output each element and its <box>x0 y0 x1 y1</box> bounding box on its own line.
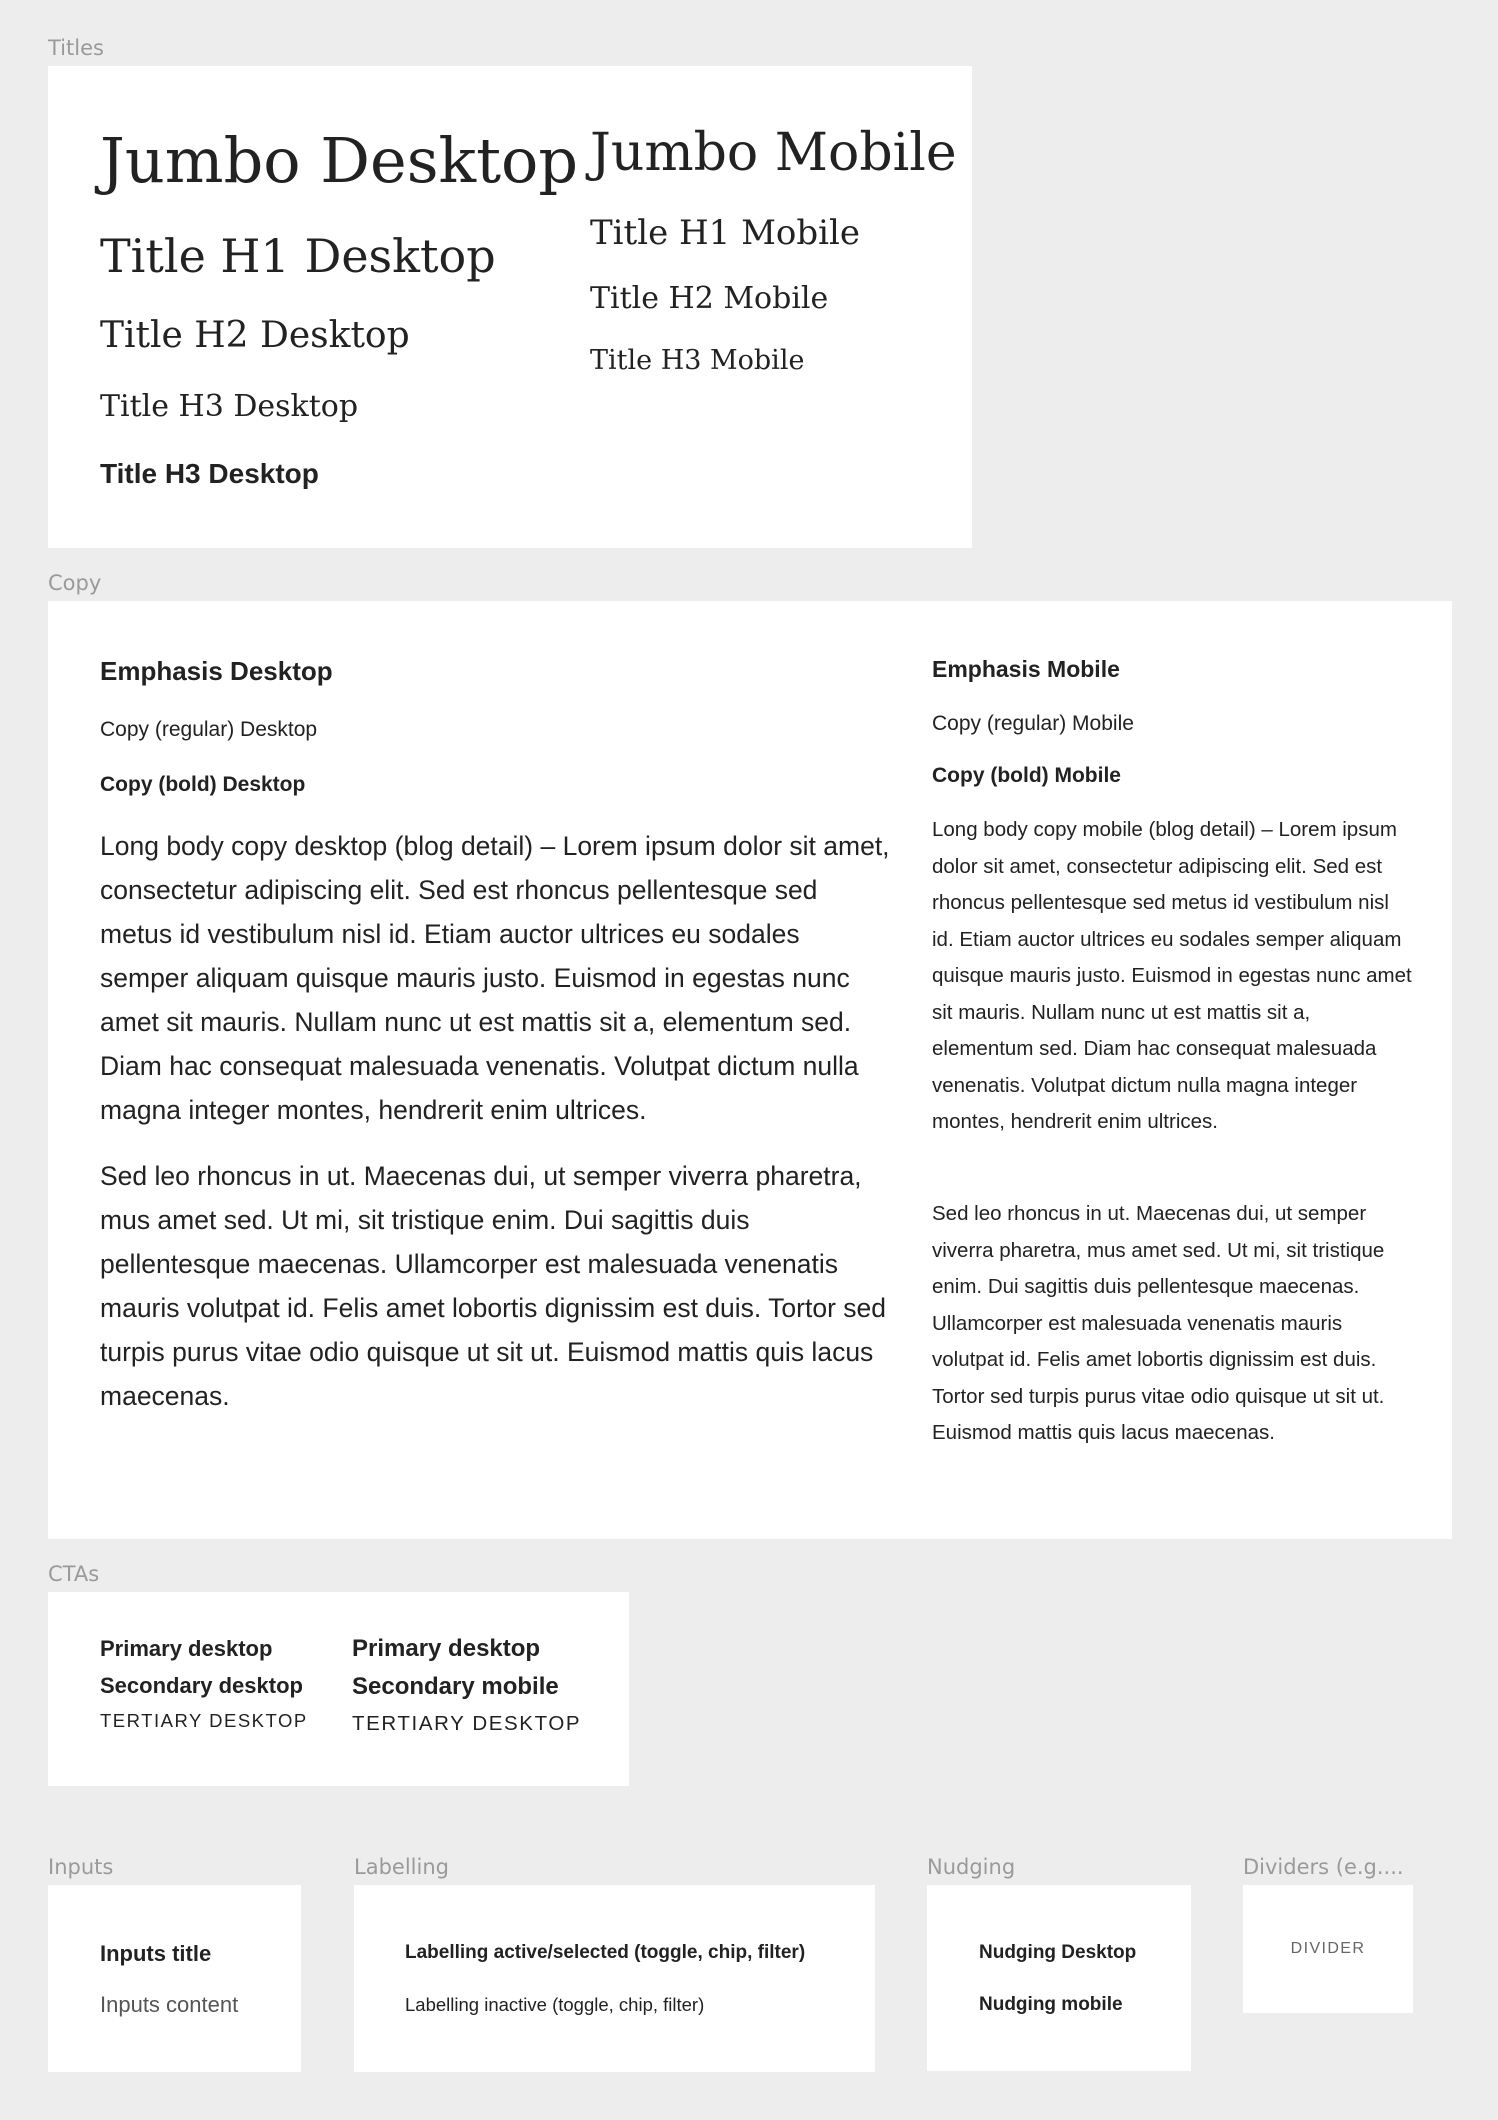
nudging-desktop: Nudging Desktop <box>979 1942 1137 1963</box>
section-label-copy: Copy <box>48 571 102 595</box>
nudging-card <box>927 1885 1191 2071</box>
section-label-dividers: Dividers (e.g.... <box>1243 1855 1404 1879</box>
inputs-card <box>48 1885 301 2072</box>
title-h1-desktop: Title H1 Desktop <box>100 229 496 283</box>
section-label-ctas: CTAs <box>48 1562 100 1586</box>
long-body-copy-desktop-p1: Long body copy desktop (blog detail) – Lorem ipsum dolor sit amet, consectetur adipiscing elit. Sed est rhoncus pellentesque sed metus id vestibulum nisl id. Etiam auctor ultrices eu sodales semper aliquam quisque mauris justo. Euismod in egestas nunc amet sit mauris. Nullam nunc ut est mattis sit a, elementum sed. Diam hac consequat malesuada venenatis. Volutpat dictum nulla magna integer montes, hendrerit enim ultrices. <box>100 831 890 1125</box>
title-h2-desktop: Title H2 Desktop <box>100 315 410 356</box>
cta-primary-mobile: Primary desktop <box>352 1635 541 1662</box>
copy-bold-mobile: Copy (bold) Mobile <box>932 764 1121 787</box>
inputs-title: Inputs title <box>100 1941 212 1966</box>
title-h3-desktop: Title H3 Desktop <box>100 389 359 424</box>
title-h1-mobile: Title H1 Mobile <box>590 213 861 253</box>
nudging-mobile: Nudging mobile <box>979 1994 1123 2015</box>
long-body-copy-mobile-p1: Long body copy mobile (blog detail) – Lorem ipsum dolor sit amet, consectetur adipiscing elit. Sed est rhoncus pellentesque sed metus id vestibulum nisl id. Etiam auctor ultrices eu sodales semper aliquam quisque mauris justo. Euismod in egestas nunc amet sit mauris. Nullam nunc ut est mattis sit a, elementum sed. Diam hac consequat malesuada venenatis. Volutpat dictum nulla magna integer montes, hendrerit enim ultrices. <box>932 818 1412 1133</box>
emphasis-desktop: Emphasis Desktop <box>100 656 333 686</box>
cta-tertiary-desktop: TERTIARY DESKTOP <box>100 1710 308 1731</box>
section-label-titles: Titles <box>48 36 104 60</box>
long-body-copy-desktop-p2: Sed leo rhoncus in ut. Maecenas dui, ut semper viverra pharetra, mus amet sed. Ut mi, sit tristique enim. Dui sagittis duis pellentesque maecenas. Ullamcorper est malesuada venenatis mauris volutpat id. Felis amet lobortis dignissim est duis. Tortor sed turpis purus vitae odio quisque ut sit ut. Euismod mattis quis lacus maecenas. <box>100 1161 886 1411</box>
copy-card <box>48 601 1452 1539</box>
section-label-inputs: Inputs <box>48 1855 114 1879</box>
titles-card <box>48 66 972 548</box>
ctas-card <box>48 1592 629 1786</box>
divider-label: DIVIDER <box>1290 1940 1366 1957</box>
title-h3-desktop-sans: Title H3 Desktop <box>100 458 319 489</box>
copy-regular-desktop: Copy (regular) Desktop <box>100 718 318 741</box>
jumbo-mobile-title: Jumbo Mobile <box>590 123 957 183</box>
jumbo-desktop-title: Jumbo Desktop <box>100 124 579 197</box>
title-h3-mobile: Title H3 Mobile <box>590 345 805 376</box>
title-h2-mobile: Title H2 Mobile <box>590 281 829 316</box>
cta-primary-desktop: Primary desktop <box>100 1636 273 1661</box>
cta-tertiary-mobile: TERTIARY DESKTOP <box>352 1712 582 1735</box>
section-label-nudging: Nudging <box>927 1855 1016 1879</box>
long-body-copy-mobile-p2: Sed leo rhoncus in ut. Maecenas dui, ut semper viverra pharetra, mus amet sed. Ut mi, sit tristique enim. Dui sagittis duis pellentesque maecenas. Ullamcorper est malesuada venenatis mauris volutpat id. Felis amet lobortis dignissim est duis. Tortor sed turpis purus vitae odio quisque ut sit ut. Euismod mattis quis lacus maecenas. <box>932 1202 1385 1444</box>
copy-regular-mobile: Copy (regular) Mobile <box>932 712 1134 735</box>
labelling-inactive: Labelling inactive (toggle, chip, filter) <box>405 1994 705 2015</box>
section-label-labelling: Labelling <box>354 1855 449 1879</box>
cta-secondary-mobile: Secondary mobile <box>352 1673 559 1700</box>
emphasis-mobile: Emphasis Mobile <box>932 656 1120 682</box>
cta-secondary-desktop: Secondary desktop <box>100 1673 303 1698</box>
labelling-card <box>354 1885 875 2072</box>
copy-bold-desktop: Copy (bold) Desktop <box>100 773 306 796</box>
dividers-card <box>1243 1885 1413 2013</box>
inputs-content: Inputs content <box>100 1992 239 2017</box>
labelling-active: Labelling active/selected (toggle, chip, filter) <box>405 1942 806 1963</box>
